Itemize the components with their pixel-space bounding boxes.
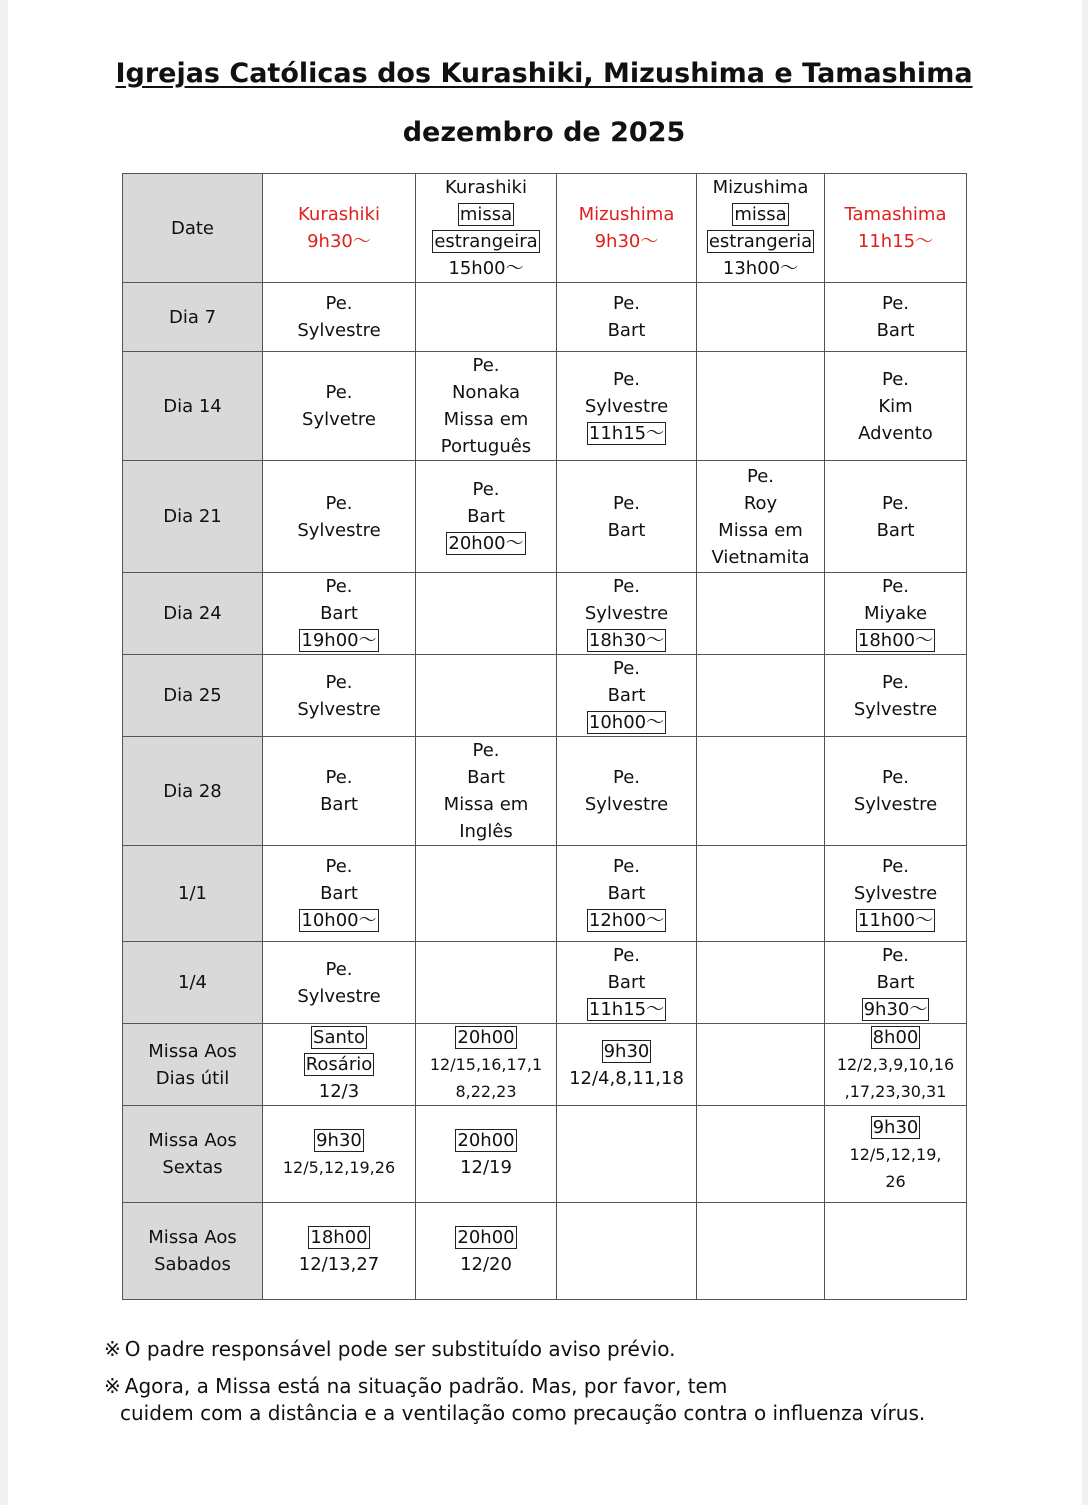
kurashiki-cell — [263, 283, 416, 352]
table-row — [123, 1024, 967, 1106]
header-mizushima-foreign-missa: missa — [734, 204, 787, 225]
mass-time-badge: 20h00 — [457, 1130, 515, 1151]
date-cell — [123, 1203, 263, 1300]
priest-title: Pe. — [325, 767, 353, 788]
header-tamashima — [825, 174, 967, 283]
page-edge-right — [1082, 0, 1088, 1505]
mizushima-cell — [557, 655, 697, 737]
footnote — [104, 1336, 925, 1363]
date-cell: 1/1 — [123, 846, 263, 942]
mass-dates: 12/5,12,19,26 — [282, 1158, 396, 1177]
kurashiki-foreign-cell — [416, 655, 557, 737]
mass-dates: 12/5,12,19, — [849, 1144, 942, 1164]
kurashiki-cell — [263, 942, 416, 1024]
mass-dates: 12/2,3,9,10,16 — [836, 1055, 955, 1074]
page-subtitle: dezembro de 2025 — [402, 117, 686, 148]
priest-name: Sylvestre — [297, 698, 381, 720]
mass-time-badge: 18h00 — [310, 1227, 368, 1248]
kurashiki-foreign-cell — [416, 573, 557, 655]
priest-title: Pe. — [325, 576, 353, 597]
mass-dates: 26 — [885, 1171, 906, 1191]
priest-name: Sylvestre — [297, 985, 381, 1007]
page-title: Igrejas Católicas dos Kurashiki, Mizushima e Tamashima — [115, 58, 973, 89]
footnotes — [104, 1336, 925, 1437]
priest-name: Roy — [743, 492, 778, 514]
mass-time-badge: 9h30 — [316, 1130, 362, 1151]
mass-time-badge: 12h00～ — [588, 910, 665, 931]
priest-name: Bart — [320, 603, 358, 624]
kurashiki-cell — [263, 846, 416, 942]
header-kurashiki-time: 9h30～ — [307, 231, 371, 252]
priest-name: Bart — [607, 883, 646, 904]
date-cell: Dia 28 — [123, 737, 263, 846]
table-row — [123, 846, 967, 942]
date-cell: Dia 7 — [123, 283, 263, 352]
tamashima-cell — [825, 846, 967, 942]
priest-title: Pe. — [881, 671, 909, 693]
priest-name: Sylvestre — [584, 603, 669, 624]
priest-name: Bart — [607, 685, 646, 706]
mass-time-badge: 11h15～ — [588, 422, 665, 444]
mass-time-badge: 11h15～ — [588, 999, 665, 1020]
priest-title: Pe. — [612, 856, 640, 877]
header-kurashiki — [263, 174, 416, 283]
date-label: Sextas — [162, 1157, 223, 1178]
mass-dates: 12/20 — [460, 1254, 512, 1275]
date-cell: 1/4 — [123, 942, 263, 1024]
mass-language-note: Vietnamita — [711, 546, 810, 568]
priest-title: Pe. — [881, 492, 909, 514]
page-edge-left — [0, 0, 8, 1505]
kurashiki-cell — [263, 1024, 416, 1106]
priest-title: Pe. — [325, 382, 353, 403]
priest-title: Pe. — [612, 945, 640, 966]
mass-time-badge: 18h00～ — [857, 630, 934, 651]
priest-title: Pe. — [325, 671, 353, 693]
priest-title: Pe. — [881, 767, 909, 788]
header-row — [123, 174, 967, 283]
header-mizushima-foreign-name: Mizushima — [712, 177, 809, 198]
mizushima-cell — [557, 352, 697, 461]
table-row — [123, 1203, 967, 1300]
kurashiki-cell — [263, 461, 416, 573]
priest-title: Pe. — [746, 465, 774, 487]
tamashima-cell — [825, 1203, 967, 1300]
priest-title: Pe. — [325, 958, 353, 980]
mizushima-foreign-cell — [697, 846, 825, 942]
priest-title: Pe. — [881, 368, 909, 390]
kurashiki-cell — [263, 352, 416, 461]
mizushima-cell — [557, 573, 697, 655]
mizushima-cell — [557, 1024, 697, 1106]
mizushima-cell — [557, 283, 697, 352]
priest-title: Pe. — [612, 293, 640, 314]
mass-dates: 12/15,16,17,1 — [429, 1055, 543, 1074]
date-cell: Dia 14 — [123, 352, 263, 461]
priest-name: Sylvestre — [853, 883, 938, 904]
mass-time-badge: 20h00 — [457, 1227, 515, 1248]
mass-time-badge: 9h30～ — [863, 999, 928, 1020]
date-label: Dias útil — [155, 1067, 230, 1089]
mass-dates: ,17,23,30,31 — [844, 1082, 947, 1101]
mizushima-foreign-cell — [697, 1203, 825, 1300]
priest-title: Pe. — [472, 479, 500, 500]
mizushima-foreign-cell — [697, 461, 825, 573]
kurashiki-foreign-cell — [416, 1106, 557, 1203]
mizushima-foreign-cell — [697, 283, 825, 352]
priest-title: Pe. — [325, 293, 353, 314]
priest-name: Bart — [876, 519, 915, 541]
header-kurashiki-foreign-estrangeira: estrangeira — [434, 231, 538, 252]
priest-name: Sylvestre — [297, 519, 381, 541]
reference-mark: ※ — [104, 1337, 121, 1361]
priest-name: Bart — [876, 320, 915, 341]
table-row — [123, 461, 967, 573]
mass-time-badge: 20h00 — [457, 1027, 515, 1048]
mizushima-cell — [557, 461, 697, 573]
priest-name: Bart — [320, 794, 358, 815]
kurashiki-foreign-cell — [416, 1203, 557, 1300]
kurashiki-cell — [263, 737, 416, 846]
mass-language-note: Missa em — [443, 409, 529, 430]
table-row — [123, 737, 967, 846]
header-mizushima — [557, 174, 697, 283]
priest-title: Pe. — [612, 492, 640, 514]
priest-title: Pe. — [325, 492, 353, 514]
kurashiki-cell — [263, 1203, 416, 1300]
mass-dates: 12/13,27 — [298, 1254, 380, 1275]
tamashima-cell — [825, 1106, 967, 1203]
table-row — [123, 942, 967, 1024]
priest-name: Kim — [878, 395, 913, 417]
kurashiki-foreign-cell — [416, 461, 557, 573]
table-row — [123, 283, 967, 352]
priest-title: Pe. — [881, 945, 909, 966]
priest-title: Pe. — [472, 355, 500, 376]
header-tamashima-time: 11h15～ — [857, 231, 934, 252]
mass-note: Advento — [858, 422, 933, 444]
mass-time-badge: 8h00 — [872, 1027, 919, 1048]
priest-name: Sylvestre — [853, 698, 938, 720]
mass-type-badge: Santo — [313, 1027, 365, 1048]
footnote-text: cuidem com a distância e a ventilação como precaução contra o influenza vírus. — [120, 1401, 926, 1425]
tamashima-cell — [825, 1024, 967, 1106]
header-kurashiki-name: Kurashiki — [298, 204, 380, 225]
header-kurashiki-foreign-missa: missa — [459, 204, 513, 225]
mizushima-foreign-cell — [697, 1024, 825, 1106]
kurashiki-foreign-cell — [416, 737, 557, 846]
mizushima-foreign-cell — [697, 573, 825, 655]
mass-time-badge: 10h00～ — [588, 712, 665, 733]
kurashiki-foreign-cell — [416, 846, 557, 942]
tamashima-cell — [825, 352, 967, 461]
mass-time-badge: 18h30～ — [588, 630, 665, 651]
date-cell: Dia 25 — [123, 655, 263, 737]
mass-time-badge: 10h00～ — [301, 910, 377, 931]
mass-type-badge: Rosário — [305, 1054, 373, 1075]
priest-title: Pe. — [612, 767, 640, 788]
mass-language-note: Português — [440, 436, 532, 457]
mizushima-cell — [557, 737, 697, 846]
kurashiki-foreign-cell — [416, 1024, 557, 1106]
kurashiki-cell — [263, 655, 416, 737]
priest-title: Pe. — [612, 368, 640, 390]
tamashima-cell — [825, 942, 967, 1024]
header-date-cell — [123, 174, 263, 283]
priest-name: Sylvestre — [853, 794, 938, 815]
date-cell: Dia 21 — [123, 461, 263, 573]
header-mizushima-foreign — [697, 174, 825, 283]
date-label: Sabados — [154, 1254, 231, 1275]
date-label: Missa Aos — [148, 1130, 237, 1151]
date-label: Missa Aos — [148, 1040, 237, 1062]
priest-name: Sylvetre — [302, 409, 376, 430]
header-kurashiki-foreign-name: Kurashiki — [445, 177, 527, 198]
kurashiki-cell — [263, 573, 416, 655]
kurashiki-foreign-cell — [416, 942, 557, 1024]
priest-title: Pe. — [881, 856, 909, 877]
priest-name: Bart — [876, 972, 915, 993]
mass-time-badge: 19h00～ — [301, 630, 377, 651]
footnote — [104, 1373, 925, 1427]
priest-name: Bart — [607, 519, 646, 541]
header-mizushima-time: 9h30～ — [594, 231, 659, 252]
priest-name: Bart — [320, 883, 358, 904]
mizushima-foreign-cell — [697, 942, 825, 1024]
mass-dates: 12/19 — [460, 1157, 512, 1178]
reference-mark: ※ — [104, 1374, 121, 1398]
kurashiki-foreign-cell — [416, 352, 557, 461]
date-cell — [123, 1106, 263, 1203]
mass-dates: 8,22,23 — [455, 1082, 517, 1101]
header-mizushima-name: Mizushima — [578, 204, 675, 225]
priest-name: Nonaka — [451, 382, 521, 403]
priest-name: Sylvestre — [297, 320, 381, 341]
mass-dates: 12/4,8,11,18 — [569, 1067, 684, 1089]
mizushima-cell — [557, 1203, 697, 1300]
priest-name: Bart — [607, 972, 646, 993]
mizushima-foreign-cell — [697, 352, 825, 461]
tamashima-cell — [825, 655, 967, 737]
header-mizushima-foreign-estrangeira: estrangeria — [708, 231, 813, 252]
date-label: Missa Aos — [148, 1227, 237, 1248]
header-kurashiki-foreign-time: 15h00～ — [448, 258, 524, 279]
priest-title: Pe. — [325, 856, 353, 877]
header-mizushima-foreign-time: 13h00～ — [722, 258, 799, 279]
tamashima-cell — [825, 573, 967, 655]
header-date-label: Date — [170, 217, 215, 239]
tamashima-cell — [825, 461, 967, 573]
mizushima-cell — [557, 942, 697, 1024]
tamashima-cell — [825, 283, 967, 352]
priest-name: Bart — [467, 767, 505, 788]
mass-time-badge: 9h30 — [872, 1116, 919, 1138]
mizushima-foreign-cell — [697, 1106, 825, 1203]
kurashiki-foreign-cell — [416, 283, 557, 352]
priest-name: Bart — [467, 506, 505, 527]
mass-dates: 12/3 — [318, 1081, 360, 1102]
date-cell — [123, 1024, 263, 1106]
priest-title: Pe. — [881, 576, 909, 597]
mizushima-foreign-cell — [697, 655, 825, 737]
mizushima-cell — [557, 846, 697, 942]
tamashima-cell — [825, 737, 967, 846]
priest-title: Pe. — [612, 658, 640, 679]
mizushima-cell — [557, 1106, 697, 1203]
priest-name: Bart — [607, 320, 646, 341]
mass-language-note: Missa em — [718, 519, 803, 541]
priest-name: Miyake — [863, 603, 928, 624]
mass-language-note: Missa em — [443, 794, 529, 815]
date-cell: Dia 24 — [123, 573, 263, 655]
table-row — [123, 655, 967, 737]
table-row — [123, 352, 967, 461]
mass-time-badge: 9h30 — [603, 1040, 650, 1062]
mizushima-foreign-cell — [697, 737, 825, 846]
priest-name: Sylvestre — [584, 395, 669, 417]
table-row — [123, 1106, 967, 1203]
kurashiki-cell — [263, 1106, 416, 1203]
table-row — [123, 573, 967, 655]
priest-name: Sylvestre — [584, 794, 669, 815]
header-kurashiki-foreign — [416, 174, 557, 283]
header-tamashima-name: Tamashima — [844, 204, 947, 225]
mass-time-badge: 20h00～ — [448, 533, 524, 554]
priest-title: Pe. — [881, 293, 909, 314]
footnote-text: O padre responsável pode ser substituído aviso prévio. — [124, 1337, 676, 1361]
priest-title: Pe. — [612, 576, 640, 597]
mass-schedule-table — [122, 173, 967, 1300]
priest-title: Pe. — [472, 740, 500, 761]
mass-language-note: Inglês — [459, 821, 513, 842]
footnote-text: Agora, a Missa está na situação padrão. Mas, por favor, tem — [124, 1374, 728, 1398]
mass-time-badge: 11h00～ — [857, 910, 934, 931]
